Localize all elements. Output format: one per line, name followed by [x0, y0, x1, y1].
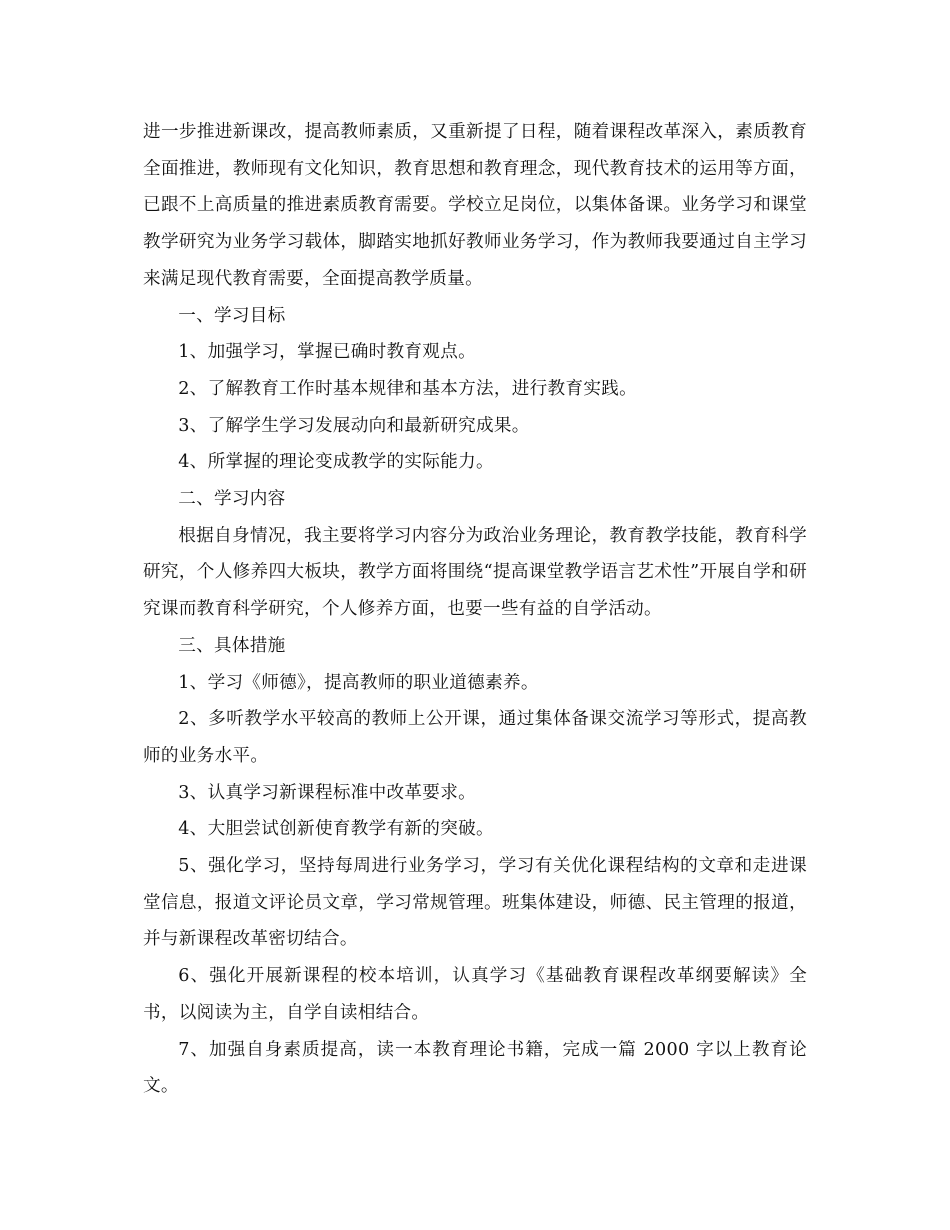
measure-item-5: 5、强化学习，坚持每周进行业务学习，学习有关优化课程结构的文章和走进课堂信息，报道文评论员文章，学习常规管理。班集体建设，师德、民主管理的报道，并与新课程改革密切结合。 [143, 856, 807, 950]
content-paragraph: 根据自身情况，我主要将学习内容分为政治业务理论，教育教学技能，教育科学研究，个人修养四大板块，教学方面将围绕“提高课堂教学语言艺术性”开展自学和研究课而教育科学研究，个人修养方面，也要一些有益的自学活动。 [143, 525, 807, 620]
measure-item-6: 6、强化开展新课程的校本培训，认真学习《基础教育课程改革纲要解读》全书，以阅读为主，自学自读相结合。 [143, 966, 807, 1023]
section-heading-measures: 三、具体措施 [178, 635, 286, 656]
measure-item-3: 3、认真学习新课程标准中改革要求。 [178, 782, 476, 803]
goal-item-3: 3、了解学生学习发展动向和最新研究成果。 [178, 415, 530, 436]
document-page [143, 114, 807, 1105]
section-heading-learning-content: 二、学习内容 [178, 489, 286, 510]
goal-item-2: 2、了解教育工作时基本规律和基本方法，进行教育实践。 [178, 378, 638, 399]
intro-paragraph: 进一步推进新课改，提高教师素质，又重新提了日程，随着课程改革深入，素质教育全面推进，教师现有文化知识，教育思想和教育理念，现代教育技术的运用等方面，已跟不上高质量的推进素质教育需要。学校立足岗位，以集体备课。业务学习和课堂教学研究为业务学习载体，脚踏实地抓好教师业务学习，作为教师我要通过自主学习来满足现代教育需要，全面提高教学质量。 [143, 122, 807, 289]
goal-item-4: 4、所掌握的理论变成教学的实际能力。 [178, 452, 494, 473]
measure-item-2: 2、多听教学水平较高的教师上公开课，通过集体备课交流学习等形式，提高教师的业务水平。 [143, 709, 807, 766]
section-heading-learning-goals: 一、学习目标 [178, 305, 286, 326]
measure-item-7: 7、加强自身素质提高，读一本教育理论书籍，完成一篇 2000 字以上教育论文。 [143, 1039, 807, 1097]
measure-item-4: 4、大胆尝试创新使育教学有新的突破。 [178, 819, 494, 840]
measure-item-1: 1、学习《师德》，提高教师的职业道德素养。 [178, 672, 539, 693]
goal-item-1: 1、加强学习，掌握已确时教育观点。 [178, 342, 476, 363]
